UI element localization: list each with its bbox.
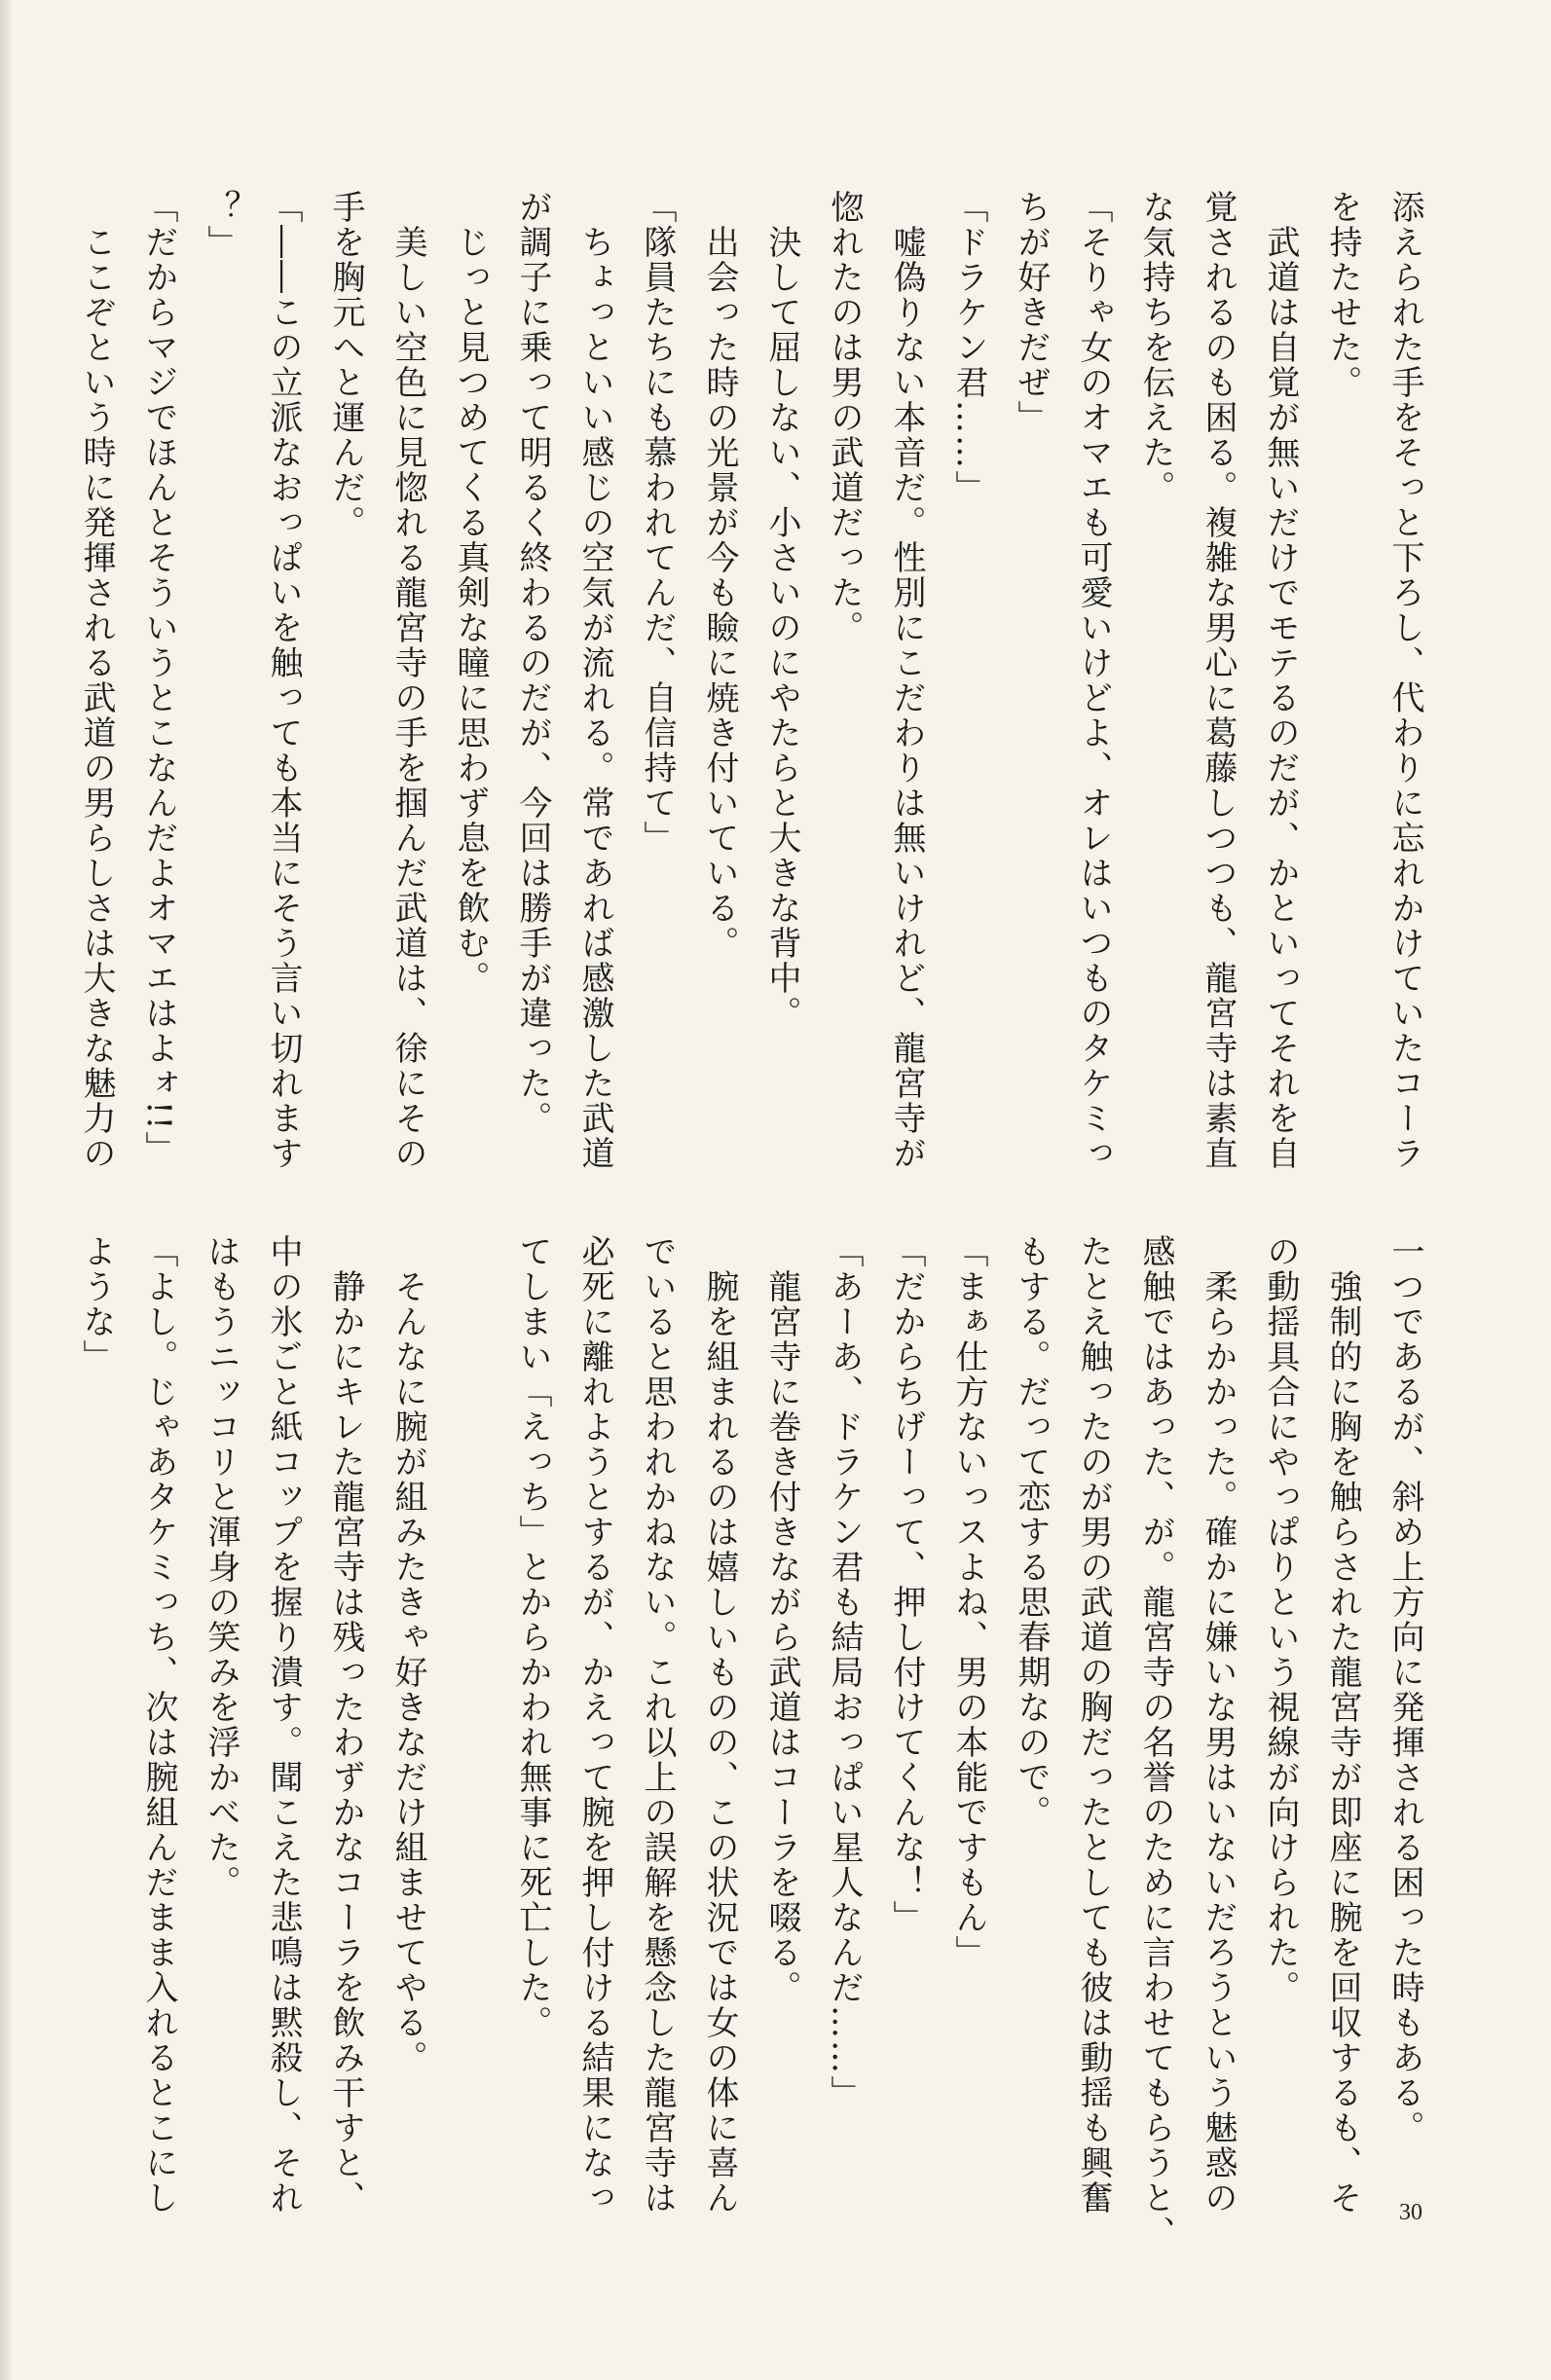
text-line: もする。だって恋する思春期なので。: [1012, 1234, 1051, 1830]
text-line: 「そりゃ女のオマエも可愛いけどよ、オレはいつものタケミっ: [1074, 190, 1113, 1171]
text-line: ちょっといい感じの空気が流れる。常であれば感激した武道: [575, 190, 614, 1171]
text-line: 「まぁ仕方ないっスよね、男の本能ですもん」: [949, 1234, 988, 1970]
text-line: じっと見つめてくる真剣な瞳に思わず息を飲む。: [451, 190, 490, 996]
text-line: てしまい「えっち」とからかわれ無事に死亡した。: [513, 1234, 552, 2040]
text-line: そんなに腕が組みたきゃ好きなだけ組ませてやる。: [388, 1234, 427, 2075]
text-line: ちが好きだぜ」: [1012, 190, 1051, 435]
text-line: ここぞという時に発揮される武道の男らしさは大きな魅力の: [77, 190, 116, 1171]
text-line: 龍宮寺に巻き付きながら武道はコーラを啜る。: [762, 1234, 801, 2005]
text-line: 「よし。じゃあタケミっち、次は腕組んだまま入れるとこにし: [139, 1234, 178, 2215]
text-line: 必死に離れようとするが、かえって腕を押し付ける結果になっ: [575, 1234, 614, 2215]
text-line: でいると思われかねない。これ以上の誤解を懸念した龍宮寺は: [638, 1234, 677, 2215]
text-line: [439, 1234, 501, 2217]
text-line: ？」: [202, 190, 240, 260]
text-line: 「あーあ、ドラケン君も結局おっぱい星人なんだ……」: [825, 1234, 864, 2110]
text-line: 美しい空色に見惚れる龍宮寺の手を掴んだ武道は、徐にその: [388, 190, 427, 1171]
page-number: 30: [1399, 2200, 1422, 2225]
text-line: 静かにキレた龍宮寺は残ったわずかなコーラを飲み干すと、: [326, 1234, 365, 2215]
text-line: 「隊員たちにも慕われてんだ、自信持て」: [638, 190, 677, 856]
text-line: 嘘偽りない本音だ。性別にこだわりは無いけれど、龍宮寺が: [887, 190, 926, 1171]
text-line: 「ドラケン君……」: [949, 190, 988, 505]
text-line: が調子に乗って明るく終わるのだが、今回は勝手が違った。: [513, 190, 552, 1136]
text-line: 柔らかかった。確かに嫌いな男はいないだろうという魅惑の: [1199, 1234, 1237, 2215]
text-line: 「――この立派なおっぱいを触っても本当にそう言い切れます: [264, 190, 303, 1171]
page-edge: [0, 0, 14, 2380]
text-line: な気持ちを伝えた。: [1136, 190, 1175, 505]
top-text-column: [77, 190, 1436, 1173]
text-line: 添えられた手をそっと下ろし、代わりに忘れかけていたコーラ: [1385, 190, 1424, 1171]
text-line: 腕を組まれるのは嬉しいものの、この状況では女の体に喜ん: [700, 1234, 739, 2215]
text-line: 強制的に胸を触らされた龍宮寺が即座に腕を回収するも、そ: [1323, 1234, 1362, 2215]
text-line: 中の氷ごと紙コップを握り潰す。聞こえた悲鳴は黙殺し、それ: [264, 1234, 303, 2215]
text-line: を持たせた。: [1323, 190, 1362, 400]
bottom-text-column: [77, 1234, 1436, 2251]
text-line: 決して屈しない、小さいのにやたらと大きな背中。: [762, 190, 801, 1031]
text-line: 惚れたのは男の武道だった。: [825, 190, 864, 645]
text-line: 「だからちげーって、押し付けてくんな！」: [887, 1234, 926, 1935]
text-line: 一つであるが、斜め上方向に発揮される困った時もある。: [1385, 1234, 1424, 2145]
text-line: ような」: [77, 1234, 116, 1374]
text-line: の動揺具合にやっぱりという視線が向けられた。: [1261, 1234, 1300, 2005]
text-line: 感触ではあった、が。龍宮寺の名誉のために言わせてもらうと、: [1136, 1234, 1175, 2251]
text-line: はもうニッコリと渾身の笑みを浮かべた。: [202, 1234, 240, 1900]
text-line: 手を胸元へと運んだ。: [326, 190, 365, 540]
text-line: 出会った時の光景が今も瞼に焼き付いている。: [700, 190, 739, 961]
text-line: 「だからマジでほんとそういうとこなんだよオマエはよォ!!」: [139, 190, 178, 1167]
text-line: 覚されるのも困る。複雑な男心に葛藤しつつも、龍宮寺は素直: [1199, 190, 1237, 1171]
text-line: 武道は自覚が無いだけでモテるのだが、かといってそれを自: [1261, 190, 1300, 1171]
text-line: たとえ触ったのが男の武道の胸だったとしても彼は動揺も興奮: [1074, 1234, 1113, 2215]
